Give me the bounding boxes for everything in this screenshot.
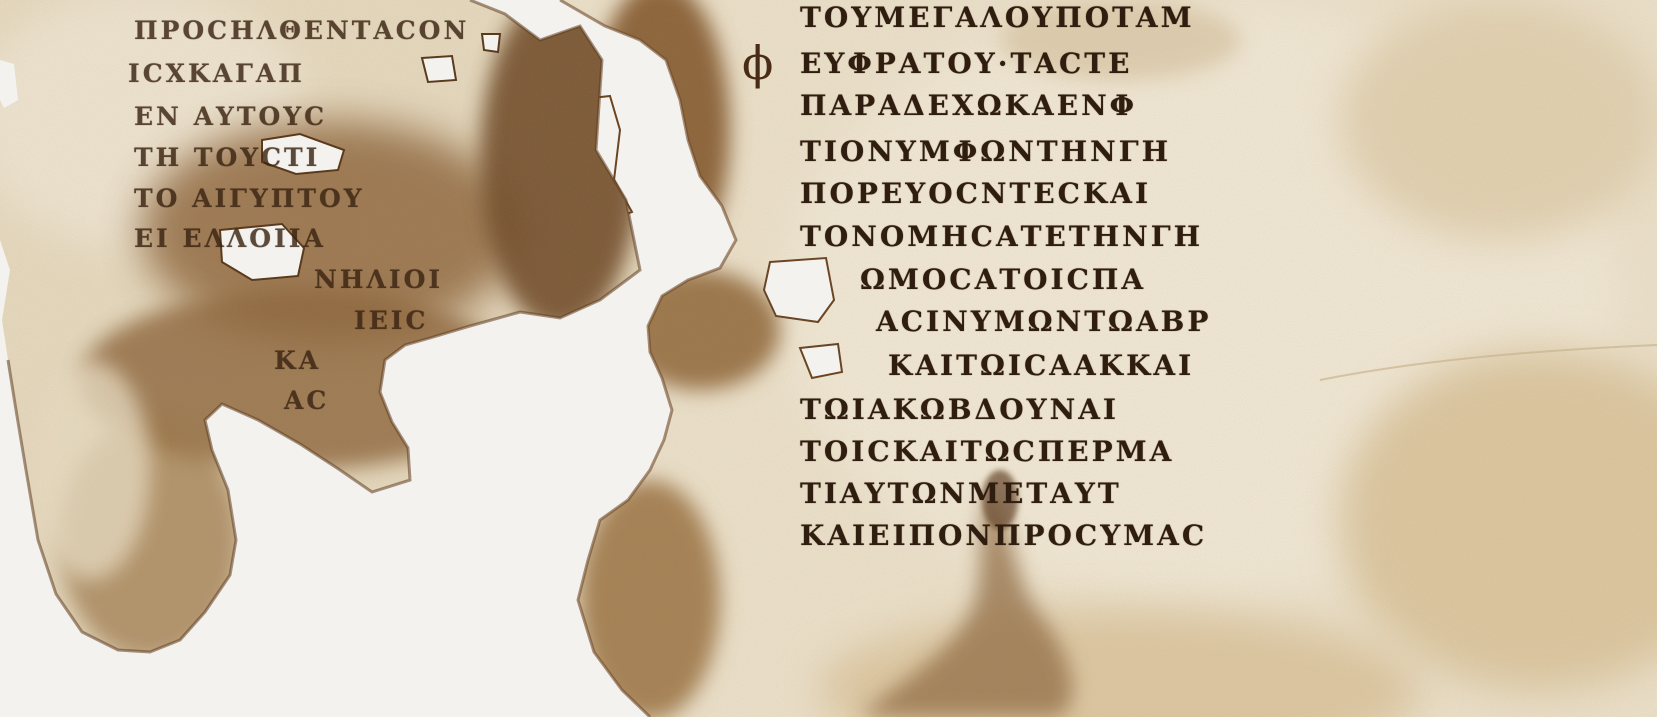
right-line: ΚΑΙΕΙΠΟΝΠΡΟϹΥΜΑϹ <box>800 519 1208 552</box>
right-line: ΚΑΙΤΩΙϹΑΑΚΚΑΙ <box>888 349 1195 382</box>
left-line: ΚΑ <box>274 346 322 375</box>
left-line: ΝΗΛΙΟΙ <box>314 265 444 294</box>
left-line: ΤΗ ΤΟΥϹΤΙ <box>134 143 321 172</box>
right-line: ΤΙΑΥΤΩΝΜΕΤΑΥΤ <box>800 477 1122 510</box>
right-line: ΠΟΡΕΥΟϹΝΤΕϹΚΑΙ <box>800 177 1152 210</box>
left-line: ΕΙ ΕΛΛΟΙΙΑ <box>134 224 326 253</box>
right-line: ΕΥΦΡΑΤΟΥ·ΤΑϹΤΕ <box>800 47 1133 80</box>
left-line: ΙϹΧΚΑΓΑΠ <box>128 59 305 88</box>
right-line: ΤΟΥΜΕΓΑΛΟΥΠΟΤΑΜ <box>800 1 1195 34</box>
right-line: ΤΩΙΑΚΩΒΔΟΥΝΑΙ <box>800 393 1120 426</box>
left-text-column <box>128 16 604 458</box>
right-text-column <box>800 1 1360 584</box>
left-line: ΕΝ ΑΥΤΟΥϹ <box>134 102 327 131</box>
right-line: ΤΙΟΝΥΜΦΩΝΤΗΝΓΗ <box>800 135 1172 168</box>
right-line: ΠΑΡΑΔΕΧΩΚΑΕΝΦ <box>800 89 1138 122</box>
left-line: ΙΕΙϹ <box>354 306 429 335</box>
left-line: ΠΡΟϹΗΛΘΕΝΤΑϹΟΝ <box>134 16 470 45</box>
left-line: ΑϹ <box>284 386 330 415</box>
right-line: ΤΟΝΟΜΗϹΑΤΕΤΗΝΓΗ <box>800 220 1204 253</box>
left-line: ΤΟ ΑΙΓΥΠΤΟΥ <box>134 184 365 213</box>
right-line: ΑϹΙΝΥΜΩΝΤΩΑΒΡ <box>876 305 1212 338</box>
right-line: ΩΜΟϹΑΤΟΙϹΠΑ <box>860 263 1147 296</box>
right-line: ΤΟΙϹΚΑΙΤΩϹΠΕΡΜΑ <box>800 435 1175 468</box>
margin-mark: ϕ <box>742 36 774 90</box>
